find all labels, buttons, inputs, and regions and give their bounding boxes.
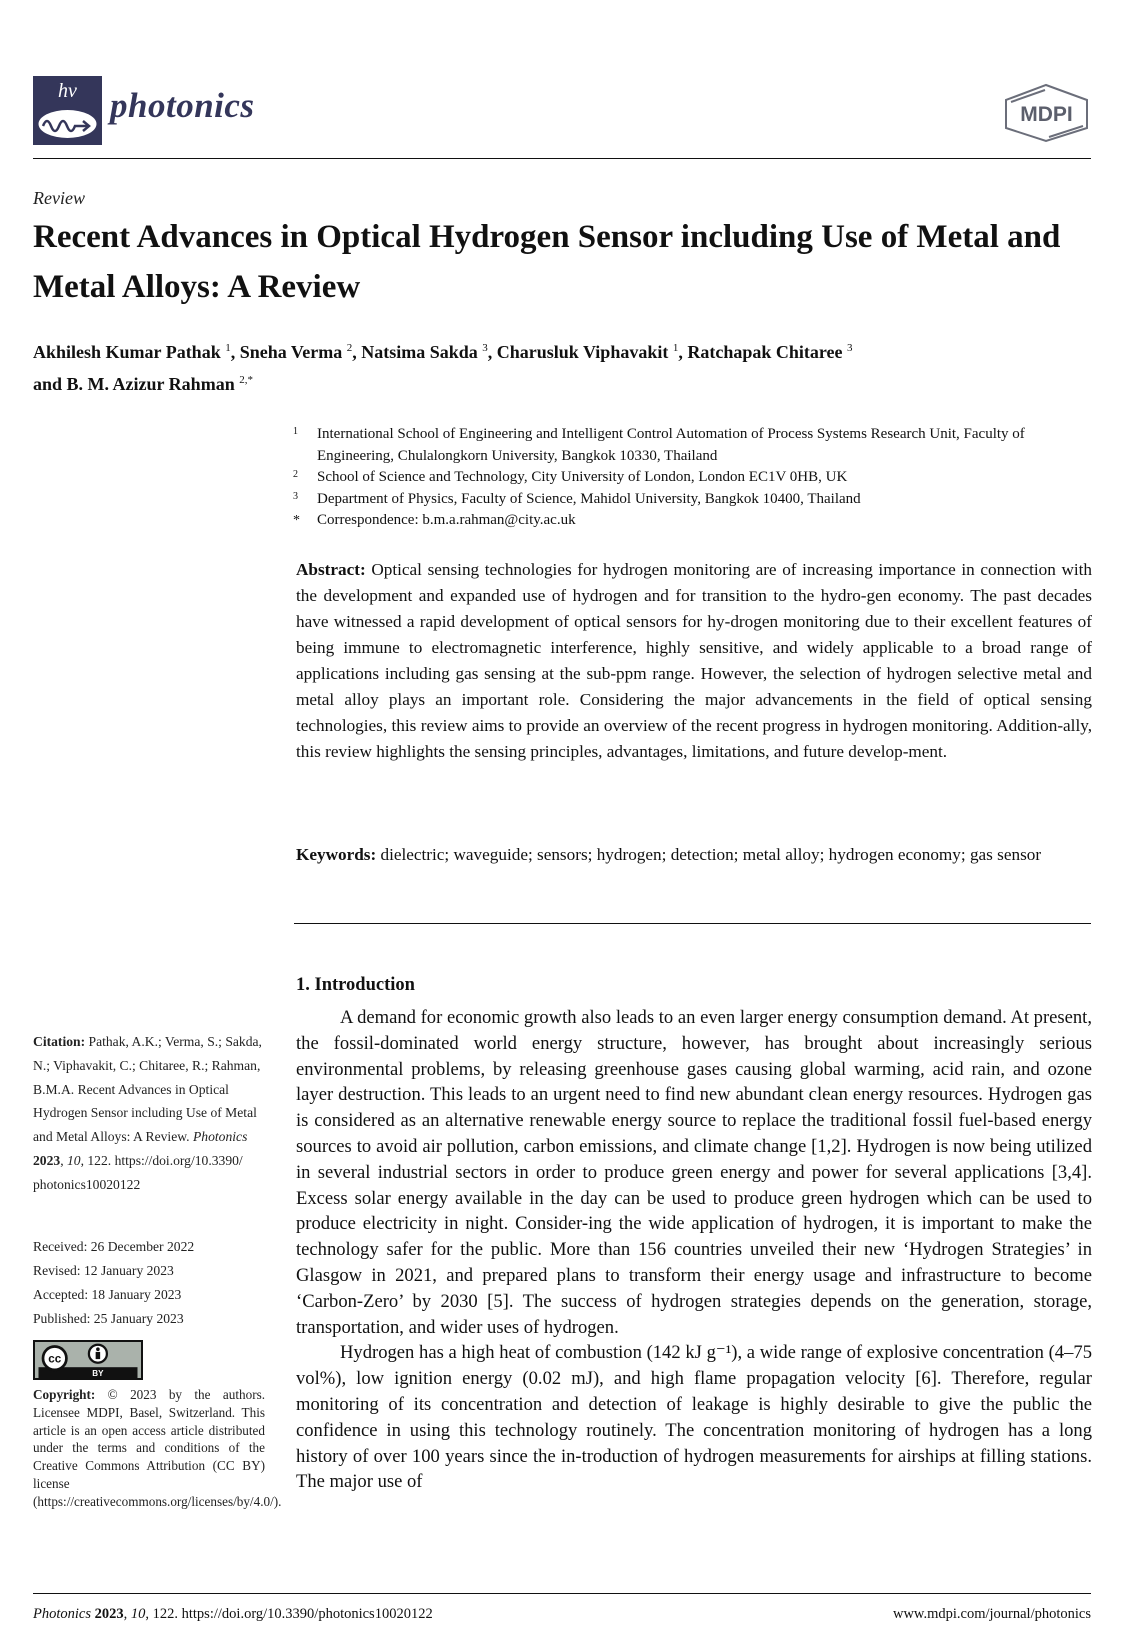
correspondence-item bbox=[293, 510, 1093, 532]
published-date: Published: 25 January 2023 bbox=[33, 1311, 184, 1326]
wave-arrow-icon bbox=[37, 108, 98, 140]
cc-by-license-icon[interactable] bbox=[33, 1340, 143, 1380]
body-text bbox=[296, 1005, 1092, 1495]
journal-logo bbox=[33, 76, 102, 145]
affiliation-number: 1 bbox=[293, 426, 298, 437]
article-type: Review bbox=[33, 188, 85, 208]
author-name: Akhilesh Kumar Pathak bbox=[33, 342, 221, 362]
author-list: Akhilesh Kumar Pathak $^1$, Sneha Verma $^2$, Natsima Sakda $^3$, Charusluk Viphavakit $^1$, Ratchapak Chitaree $^3$ and B. M. Azizur Rahman $^{2,*}$ bbox=[33, 342, 853, 394]
header-divider bbox=[33, 158, 1091, 159]
affiliation-text: School of Science and Technology, City University of London, London EC1V 0HB, UK bbox=[317, 469, 848, 485]
copyright-text: © 2023 by the authors. Licensee MDPI, Basel, Switzerland. This article is an open access article distributed under the terms and conditions of the Creative Commons Attribution (CC BY) license (https://creativecommons.org/licenses/by/4.0/). bbox=[33, 1387, 282, 1509]
affiliations bbox=[293, 424, 1093, 532]
affiliation-item bbox=[293, 489, 1093, 511]
author-name: Charusluk Viphavakit bbox=[496, 342, 669, 362]
citation-text: Pathak, A.K.; Verma, S.; Sakda, N.; Viphavakit, C.; Chitaree, R.; Rahman, B.M.A. Recent Advances in Optical Hydrogen Sensor including Use of Metal and Metal Alloys: A Review. bbox=[33, 1034, 262, 1145]
keywords-text: dielectric; waveguide; sensors; hydrogen; detection; metal alloy; hydrogen economy; gas sensor bbox=[380, 845, 1042, 864]
svg-text:cc: cc bbox=[48, 1352, 62, 1366]
footer-citation: Photonics 2023, 10, 122. https://doi.org/10.3390/photonics10020122 bbox=[33, 1606, 433, 1622]
affiliation-item bbox=[293, 424, 1093, 467]
affiliation-number: 2 bbox=[293, 469, 298, 480]
affiliation-text: International School of Engineering and Intelligent Control Automation of Process Systems Research Unit, Faculty of Engineering, Chulalongkorn University, Bangkok 10330, Thailand bbox=[317, 426, 1025, 464]
author-affiliation-marker: 3 bbox=[847, 342, 853, 354]
citation-journal: Photonics bbox=[192, 1129, 248, 1145]
mdpi-logo-text: MDPI bbox=[1020, 103, 1073, 126]
author-affiliation-marker: 3 bbox=[482, 342, 488, 354]
abstract-divider bbox=[294, 923, 1091, 924]
copyright-notice bbox=[33, 1386, 282, 1511]
citation-label: Citation: bbox=[33, 1034, 86, 1049]
author-affiliation-marker: 2,* bbox=[239, 374, 253, 386]
author-name: Ratchapak Chitaree bbox=[687, 342, 843, 362]
received-date: Received: 26 December 2022 bbox=[33, 1239, 195, 1254]
abstract-label: Abstract: bbox=[296, 560, 366, 579]
logo-hv-text: hv bbox=[58, 80, 77, 102]
footer-year: 2023 bbox=[94, 1606, 124, 1622]
citation-volume: 10 bbox=[66, 1152, 81, 1168]
footer-volume: 10 bbox=[130, 1606, 146, 1622]
copyright-label: Copyright: bbox=[33, 1387, 96, 1402]
mdpi-logo bbox=[1003, 83, 1090, 143]
citation-doi[interactable]: , 122. https://doi.org/10.3390/ photonics10020122 bbox=[33, 1152, 243, 1192]
affiliation-text: Department of Physics, Faculty of Science, Mahidol University, Bangkok 10400, Thailand bbox=[317, 490, 861, 507]
affiliation-item bbox=[293, 467, 1093, 489]
abstract bbox=[296, 557, 1092, 765]
publication-dates bbox=[33, 1235, 265, 1331]
footer-website-link[interactable]: www.mdpi.com/journal/photonics bbox=[892, 1606, 1091, 1622]
author-affiliation-marker: 2 bbox=[346, 342, 353, 354]
keywords bbox=[296, 842, 1092, 868]
section-heading: 1. Introduction bbox=[296, 975, 415, 995]
svg-text:BY: BY bbox=[92, 1368, 104, 1378]
author-name: Sneha Verma bbox=[239, 342, 343, 362]
keywords-label: Keywords: bbox=[296, 845, 377, 864]
paragraph: A demand for economic growth also leads to an even larger energy consumption demand. At present, the fossil-dominated world energy structure, however, has brought about increasingly serious environmental problems, by releasing greenhouse gases causing global warming, acid rain, and ozone layer destruction. This leads to an urgent need to find new abundant clean energy resources. Hydrogen gas is considered as an alternative renewable energy source to replace the traditional fossil fuel-based energy sources to avoid air pollution, carbon emissions, and climate change [1,2]. Hydrogen is now being utilized in several industrial sectors in order to produce green energy and power for several applications [3,4]. Excess solar energy available in the day can be used to produce green hydrogen which can be used to produce electricity in night. Consider-ing the wide application of hydrogen, it is important to make the technology safer for the public. More than 156 countries unveiled their new ‘Hydrogen Strategies’ in Glasgow in 2021, and prepared plans to transform their energy usage and infrastructure to become ‘Carbon-Zero’ by 2030 [5]. The success of hydrogen strategies depends on the generation, storage, transportation, and wider uses of hydrogen. bbox=[296, 1007, 1092, 1338]
author-name: B. M. Azizur Rahman bbox=[66, 374, 235, 394]
affiliation-number: 3 bbox=[293, 490, 298, 502]
authors-connector: and bbox=[33, 374, 63, 394]
correspondence-marker: * bbox=[293, 513, 300, 528]
article-title: Recent Advances in Optical Hydrogen Sensor including Use of Metal and Metal Alloys: A Review bbox=[33, 219, 1061, 305]
footer-journal: Photonics bbox=[33, 1606, 91, 1622]
abstract-text: Optical sensing technologies for hydrogen monitoring are of increasing importance in connection with the development and expanded use of hydrogen and for transition to the hydro-gen economy. The past decades have witnessed a rapid development of optical sensors for hy-drogen monitoring due to their excellent features of being immune to electromagnetic interference, highly sensitive, and widely applicable to a broad range of applications including gas sensing at the sub-ppm range. However, the selection of hydrogen selective metal and metal alloy plays an important role. Considering the major advancements in the field of optical sensing technologies, this review aims to provide an overview of the recent progress in hydrogen monitoring. Addition-ally, this review highlights the sensing principles, advantages, limitations, and future develop-ment. bbox=[296, 560, 1093, 761]
paragraph: Hydrogen has a high heat of combustion (142 kJ g⁻¹), a wide range of explosive concentration (4–75 vol%), low ignition energy (0.02 mJ), and high flame propagation velocity [6]. Therefore, regular monitoring of its concentration and detection of leakage is highly desirable to give the public the confidence in using this technology routinely. The concentration monitoring of hydrogen has a long history of over 100 years since the in-troduction of hydrogen measurements for airships at filling stations. The major use of bbox=[296, 1342, 1092, 1493]
accepted-date: Accepted: 18 January 2023 bbox=[33, 1287, 182, 1302]
author-name: Natsima Sakda bbox=[361, 342, 478, 362]
journal-name: photonics bbox=[110, 86, 255, 125]
footer-divider bbox=[33, 1593, 1091, 1594]
footer-doi[interactable]: , 122. https://doi.org/10.3390/photonics10020122 bbox=[145, 1606, 433, 1622]
author-affiliation-marker: 1 bbox=[672, 342, 679, 354]
citation-block: Citation: Pathak, A.K.; Verma, S.; Sakda, N.; Viphavakit, C.; Chitaree, R.; Rahman, B.M.A. Recent Advances in Optical Hydrogen Sensor including Use of Metal and Metal Alloys: A Review. Photonics 2023, 10, 122. https://doi.org/10.3390/ photonics10020122 bbox=[33, 1034, 262, 1192]
author-affiliation-marker: 1 bbox=[225, 342, 231, 354]
revised-date: Revised: 12 January 2023 bbox=[33, 1263, 174, 1278]
citation-year: 2023 bbox=[33, 1152, 61, 1168]
correspondence-text[interactable]: Correspondence: b.m.a.rahman@city.ac.uk bbox=[317, 512, 576, 528]
